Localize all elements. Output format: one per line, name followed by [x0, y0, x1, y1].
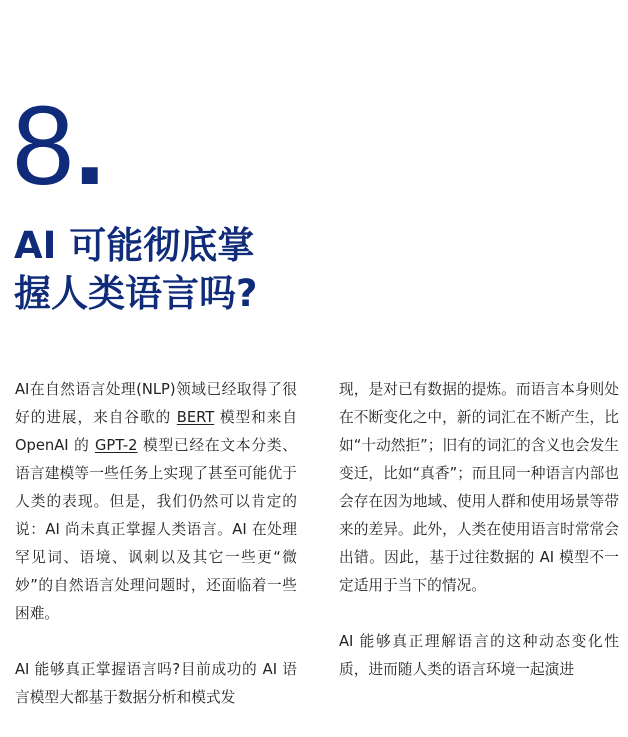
- section-number-digit: 8: [12, 83, 75, 208]
- left-paragraph-2: AI 能够真正掌握语言吗?目前成功的 AI 语言模型大都基于数据分析和模式发: [15, 661, 297, 706]
- right-paragraph-2: AI 能够真正理解语言的这种动态变化性质，进而随人类的语言环境一起演进: [339, 633, 619, 678]
- left-paragraph-1-text-c: 模型已经在文本分类、语言建模等一些任务上实现了甚至可能优于人类的表现。但是，我们仍然可以肯定的说：AI 尚未真正掌握人类语言。AI 在处理罕见词、语境、讽刺以及其它一些更“微妙”的自然语言处理问题时，还面临着一些困难。: [15, 437, 297, 622]
- section-number: [12, 83, 106, 208]
- right-paragraph-1: 现，是对已有数据的提炼。而语言本身则处在不断变化之中，新的词汇在不断产生，比如“十动然拒”；旧有的词汇的含义也会发生变迁，比如“真香”；而且同一种语言内部也会存在因为地域、使用人群和使用场景等带来的差异。此外，人类在使用语言时常常会出错。因此，基于过往数据的 AI 模型不一定适用于当下的情况。: [339, 381, 619, 594]
- section-title: [14, 222, 334, 318]
- right-column: [339, 376, 619, 684]
- left-paragraph-1-text-b: 模型和来自 OpenAI 的: [15, 409, 298, 454]
- section-title-line-2: 握人类语言吗?: [14, 272, 258, 315]
- left-paragraph-1-text-a: AI在自然语言处理(NLP)领域已经取得了很好的进展，来自谷歌的: [15, 381, 297, 426]
- section-number-dot: .: [74, 83, 106, 208]
- left-column: [15, 376, 297, 712]
- left-paragraph-1: [15, 376, 297, 628]
- gpt2-link[interactable]: GPT-2: [95, 437, 138, 454]
- section-title-line-1: AI 可能彻底掌: [14, 224, 255, 267]
- bert-link[interactable]: BERT: [176, 409, 215, 426]
